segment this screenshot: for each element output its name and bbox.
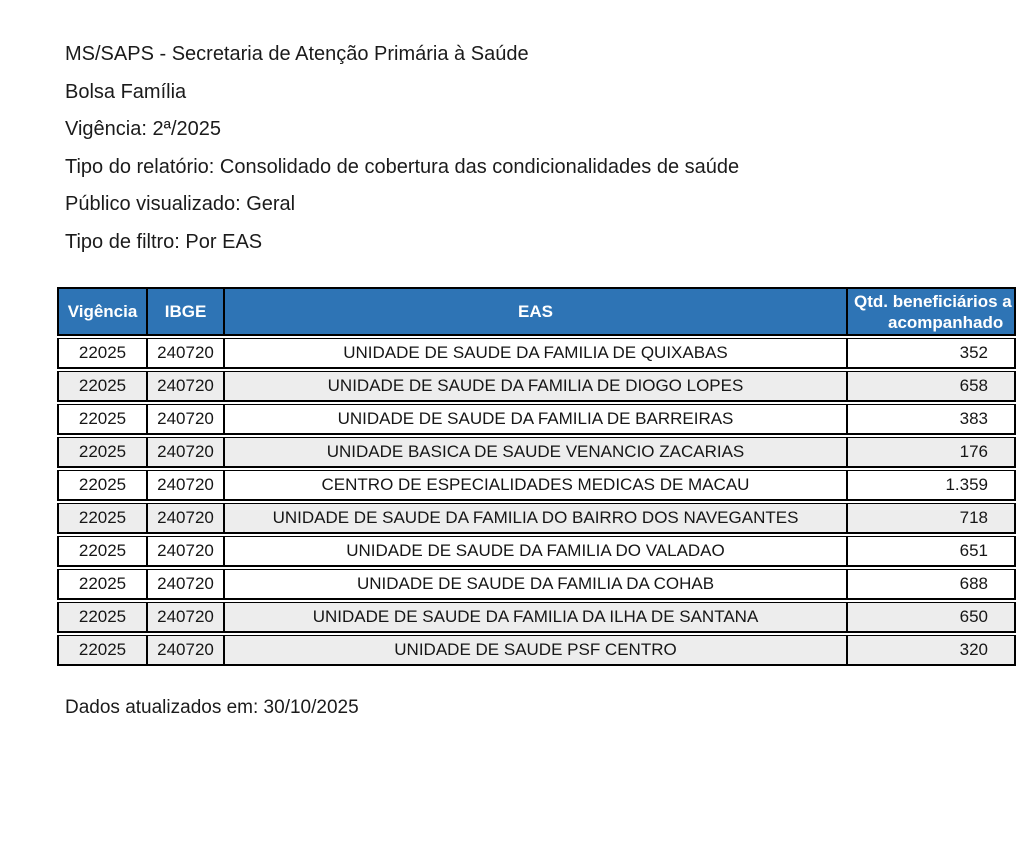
cell-vigencia: 22025 (57, 338, 148, 369)
cell-ibge: 240720 (148, 536, 225, 567)
cell-eas: UNIDADE DE SAUDE DA FAMILIA DE BARREIRAS (225, 404, 848, 435)
cell-qtd: 650 (848, 602, 1016, 633)
cell-vigencia: 22025 (57, 635, 148, 666)
cell-ibge: 240720 (148, 371, 225, 402)
cell-qtd: 658 (848, 371, 1016, 402)
cell-eas: UNIDADE DE SAUDE DA FAMILIA DO VALADAO (225, 536, 848, 567)
cell-qtd: 718 (848, 503, 1016, 534)
cell-eas: UNIDADE DE SAUDE DA FAMILIA DE QUIXABAS (225, 338, 848, 369)
vigencia-line: Vigência: 2ª/2025 (65, 118, 222, 141)
secretariat-title: MS/SAPS - Secretaria de Atenção Primária à Saúde (65, 43, 529, 65)
cell-ibge: 240720 (148, 338, 225, 369)
filter-type-line: Tipo de filtro: Por EAS (65, 230, 263, 253)
cell-eas: UNIDADE DE SAUDE DA FAMILIA DA ILHA DE SANTANA (225, 602, 848, 633)
table-row (57, 371, 1016, 402)
table-row (57, 503, 1016, 534)
cell-eas: UNIDADE DE SAUDE DA FAMILIA DA COHAB (225, 569, 848, 600)
col-header-qtd-line1: Qtd. beneficiários a (854, 291, 1012, 311)
cell-vigencia: 22025 (57, 470, 148, 501)
table-row (57, 437, 1016, 468)
cell-eas: UNIDADE DE SAUDE DA FAMILIA DE DIOGO LOPES (225, 371, 848, 402)
table-row (57, 569, 1016, 600)
cell-ibge: 240720 (148, 470, 225, 501)
cell-qtd: 383 (848, 404, 1016, 435)
cell-qtd: 352 (848, 338, 1016, 369)
col-header-eas: EAS (225, 287, 848, 336)
table-row (57, 536, 1016, 567)
cell-vigencia: 22025 (57, 602, 148, 633)
cell-vigencia: 22025 (57, 371, 148, 402)
cell-qtd: 688 (848, 569, 1016, 600)
program-name: Bolsa Família (65, 80, 187, 103)
cell-qtd: 651 (848, 536, 1016, 567)
table-row (57, 404, 1016, 435)
cell-eas: UNIDADE DE SAUDE DA FAMILIA DO BAIRRO DOS NAVEGANTES (225, 503, 848, 534)
report-type-line: Tipo do relatório: Consolidado de cobertura das condicionalidades de saúde (65, 155, 740, 178)
cell-ibge: 240720 (148, 635, 225, 666)
table-header-row (57, 287, 1016, 336)
cell-qtd: 320 (848, 635, 1016, 666)
coverage-table (57, 285, 1016, 668)
col-header-qtd (848, 287, 1016, 336)
cell-vigencia: 22025 (57, 569, 148, 600)
table-row (57, 602, 1016, 633)
cell-qtd: 1.359 (848, 470, 1016, 501)
cell-vigencia: 22025 (57, 404, 148, 435)
cell-ibge: 240720 (148, 503, 225, 534)
public-line: Público visualizado: Geral (65, 193, 296, 216)
cell-ibge: 240720 (148, 569, 225, 600)
cell-ibge: 240720 (148, 602, 225, 633)
table-row (57, 635, 1016, 666)
cell-vigencia: 22025 (57, 437, 148, 468)
col-header-qtd-line2: acompanhado (888, 312, 1004, 332)
table-row (57, 338, 1016, 369)
cell-vigencia: 22025 (57, 503, 148, 534)
cell-vigencia: 22025 (57, 536, 148, 567)
cell-ibge: 240720 (148, 404, 225, 435)
cell-eas: UNIDADE DE SAUDE PSF CENTRO (225, 635, 848, 666)
cell-eas: UNIDADE BASICA DE SAUDE VENANCIO ZACARIAS (225, 437, 848, 468)
col-header-ibge: IBGE (148, 287, 225, 336)
cell-ibge: 240720 (148, 437, 225, 468)
updated-date-note: Dados atualizados em: 30/10/2025 (65, 697, 359, 718)
cell-qtd: 176 (848, 437, 1016, 468)
report-header (65, 36, 739, 262)
col-header-vigencia: Vigência (57, 287, 148, 336)
cell-eas: CENTRO DE ESPECIALIDADES MEDICAS DE MACAU (225, 470, 848, 501)
table-row (57, 470, 1016, 501)
